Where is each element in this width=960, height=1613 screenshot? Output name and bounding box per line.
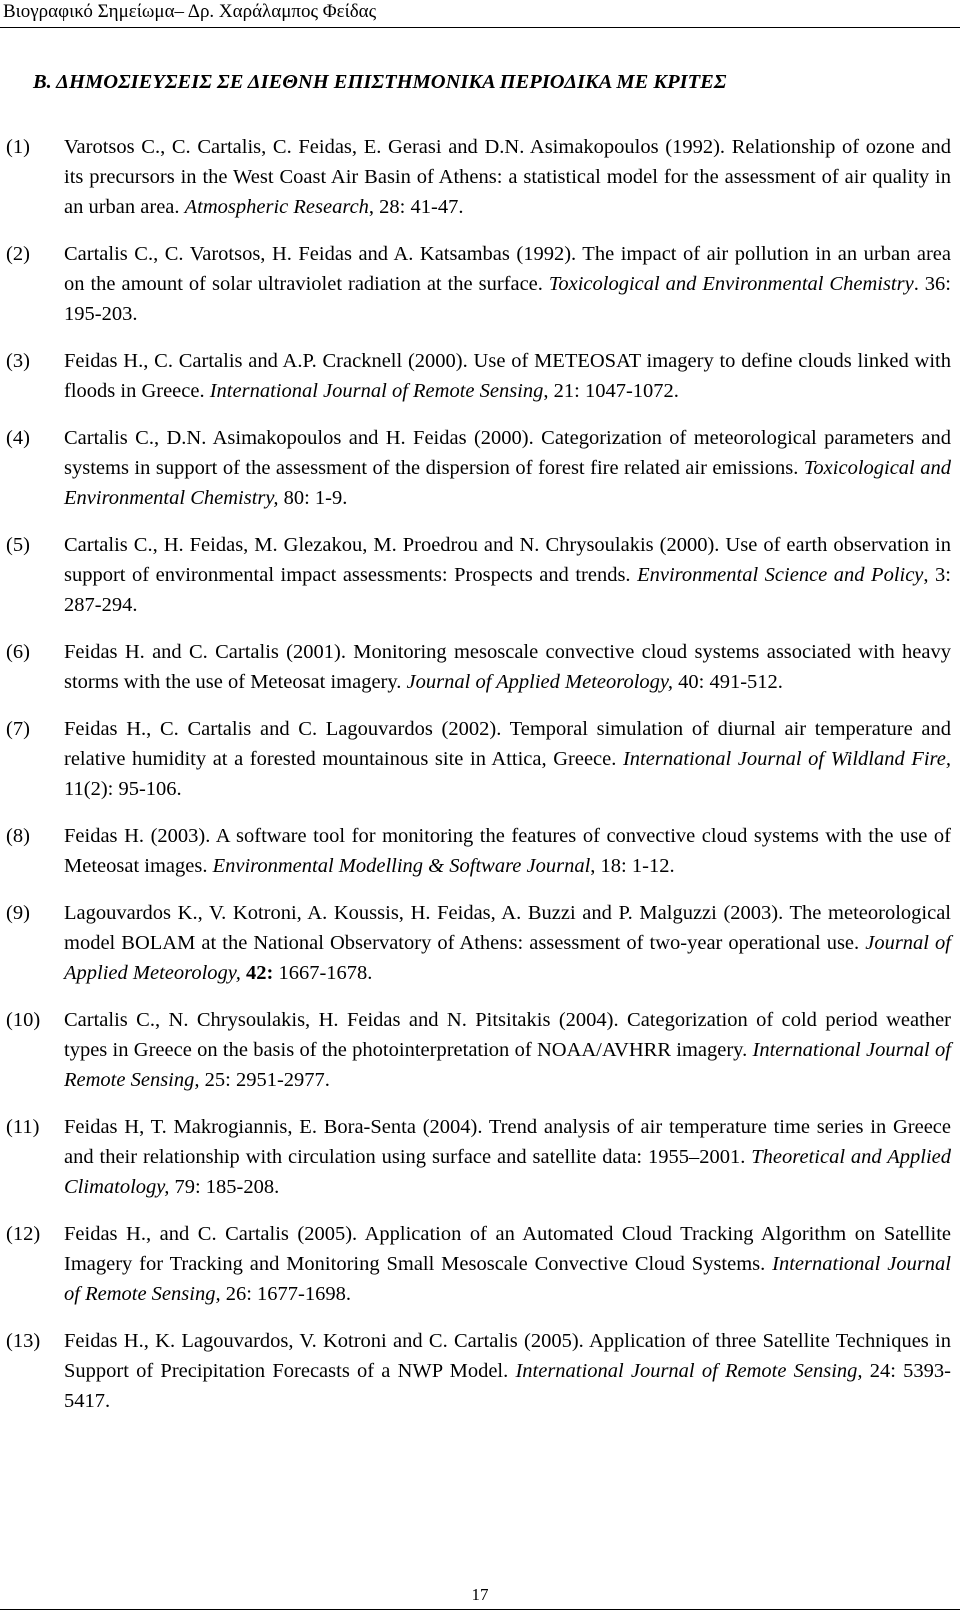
reference-number: (9) [6, 902, 30, 924]
reference-pages: , 3: 287-294. [64, 564, 951, 616]
section-title: Β. ΔΗΜΟΣΙΕΥΣΕΙΣ ΣΕ ΔΙΕΘΝΗ ΕΠΙΣΤΗΜΟΝΙΚΑ ΠΕΡΙΟΔΙΚΑ ΜΕ ΚΡΙΤΕΣ [33, 71, 727, 93]
reference-pages: 80: 1-9. [278, 487, 348, 509]
reference-number: (11) [6, 1116, 40, 1138]
reference-list [0, 132, 960, 1433]
reference-volume: 42: [240, 962, 274, 984]
reference-journal: Toxicological and Environmental Chemistry [548, 273, 914, 295]
running-header: Βιογραφικό Σημείωμα– Δρ. Χαράλαμπος Φείδας [3, 1, 377, 22]
reference-text [64, 1219, 951, 1309]
reference-citation: Feidas H., K. Lagouvardos, V. Kotroni and C. Cartalis (2005). Application of three Satellite Techniques in Support of Precipitation Forecasts of a NWP Model. [64, 1330, 951, 1382]
reference-pages: 79: 185-208. [169, 1176, 280, 1198]
reference-citation: Feidas H., C. Cartalis and A.P. Cracknell (2000). Use of METEOSAT imagery to define clouds linked with floods in Greece. [64, 350, 951, 402]
reference-journal: International Journal of Remote Sensing [209, 380, 544, 402]
reference-number: (6) [6, 641, 30, 663]
reference-pages: 1667-1678. [273, 962, 373, 984]
reference-text [64, 1326, 951, 1416]
reference-citation: Cartalis C., D.N. Asimakopoulos and H. Feidas (2000). Categorization of meteorological parameters and systems in support of the assessment of the dispersion of forest fire related air emissions. [64, 427, 951, 479]
reference-text [64, 346, 951, 406]
header-divider [0, 27, 960, 28]
reference-text [64, 637, 951, 697]
reference-text [64, 898, 951, 988]
reference-number: (13) [6, 1330, 41, 1352]
reference-number: (3) [6, 350, 30, 372]
reference-journal: Environmental Modelling & Software Journal [212, 855, 591, 877]
reference-journal: International Journal of Remote Sensing, [64, 1253, 951, 1305]
reference-pages: , 28: 41-47. [368, 196, 464, 218]
reference-text [64, 714, 951, 804]
reference-journal: Journal of Applied Meteorology, [406, 671, 674, 693]
reference-text [64, 821, 951, 881]
reference-item [0, 714, 960, 804]
reference-journal: Journal of Applied Meteorology, [64, 932, 951, 984]
reference-pages: 24: 5393-5417. [64, 1360, 951, 1412]
reference-journal: International Journal of Remote Sensing, [515, 1360, 863, 1382]
reference-citation: Varotsos C., C. Cartalis, C. Feidas, E. Gerasi and D.N. Asimakopoulos (1992). Relationship of ozone and its precursors in the West Coast Air Basin of Athens: a statistical model for the assessment of air quality in an urban area. [64, 136, 951, 218]
reference-number: (5) [6, 534, 30, 556]
reference-item [0, 821, 960, 881]
reference-item [0, 423, 960, 513]
reference-number: (1) [6, 136, 30, 158]
reference-pages: . 36: 195-203. [64, 273, 951, 325]
reference-pages: 25: 2951-2977. [199, 1069, 330, 1091]
reference-journal: International Journal of Remote Sensing, [64, 1039, 951, 1091]
reference-text [64, 530, 951, 620]
reference-citation: Lagouvardos K., V. Kotroni, A. Koussis, H. Feidas, A. Buzzi and P. Malguzzi (2003). The meteorological model BOLAM at the National Observatory of Athens: assessment of two-year operational use. [64, 902, 951, 954]
reference-text [64, 239, 951, 329]
reference-text [64, 1112, 951, 1202]
reference-citation: Feidas H, T. Makrogiannis, E. Bora-Senta (2004). Trend analysis of air temperature time series in Greece and their relationship with circulation using surface and satellite data: 1955–2001. [64, 1116, 951, 1168]
reference-number: (8) [6, 825, 30, 847]
page-number: 17 [471, 1585, 489, 1604]
reference-journal: Environmental Science and Policy [637, 564, 924, 586]
reference-number: (7) [6, 718, 30, 740]
reference-item [0, 1219, 960, 1309]
reference-citation: Feidas H. and C. Cartalis (2001). Monitoring mesoscale convective cloud systems associated with heavy storms with the use of Meteosat imagery. [64, 641, 951, 693]
reference-pages: 11(2): 95-106. [64, 778, 182, 800]
reference-journal: International Journal of Wildland Fire, [622, 748, 951, 770]
reference-journal: Theoretical and Applied Climatology, [64, 1146, 951, 1198]
reference-item [0, 530, 960, 620]
reference-item [0, 898, 960, 988]
reference-number: (12) [6, 1223, 41, 1245]
reference-item [0, 637, 960, 697]
footer-divider [0, 1609, 960, 1610]
reference-number: (10) [6, 1009, 41, 1031]
reference-pages: 26: 1677-1698. [220, 1283, 351, 1305]
reference-journal: Atmospheric Research [184, 196, 369, 218]
reference-item [0, 346, 960, 406]
reference-citation: Cartalis C., N. Chrysoulakis, H. Feidas and N. Pitsitakis (2004). Categorization of cold period weather types in Greece on the basis of the photointerpretation of NOAA/AVHRR imagery. [64, 1009, 951, 1061]
reference-pages: 40: 491-512. [673, 671, 783, 693]
reference-citation: Feidas H., and C. Cartalis (2005). Application of an Automated Cloud Tracking Algorithm on Satellite Imagery for Tracking and Monitoring Small Mesoscale Convective Cloud Systems. [64, 1223, 951, 1275]
reference-pages: , 21: 1047-1072. [543, 380, 679, 402]
reference-citation: Feidas H., C. Cartalis and C. Lagouvardos (2002). Temporal simulation of diurnal air temperature and relative humidity at a forested mountainous site in Attica, Greece. [64, 718, 951, 770]
reference-pages: , 18: 1-12. [590, 855, 675, 877]
reference-item [0, 1326, 960, 1416]
reference-citation: Cartalis C., C. Varotsos, H. Feidas and A. Katsambas (1992). The impact of air pollution in an urban area on the amount of solar ultraviolet radiation at the surface. [64, 243, 951, 295]
reference-citation: Feidas H. (2003). A software tool for monitoring the features of convective cloud systems with the use of Meteosat images. [64, 825, 951, 877]
reference-text [64, 1005, 951, 1095]
reference-item [0, 1112, 960, 1202]
reference-number: (2) [6, 243, 30, 265]
reference-journal: Toxicological and Environmental Chemistry, [64, 457, 951, 509]
reference-number: (4) [6, 427, 30, 449]
reference-item [0, 132, 960, 222]
reference-citation: Cartalis C., H. Feidas, M. Glezakou, M. Proedrou and N. Chrysoulakis (2000). Use of earth observation in support of environmental impact assessments: Prospects and trends. [64, 534, 951, 586]
reference-text [64, 132, 951, 222]
reference-item [0, 239, 960, 329]
reference-text [64, 423, 951, 513]
reference-item [0, 1005, 960, 1095]
